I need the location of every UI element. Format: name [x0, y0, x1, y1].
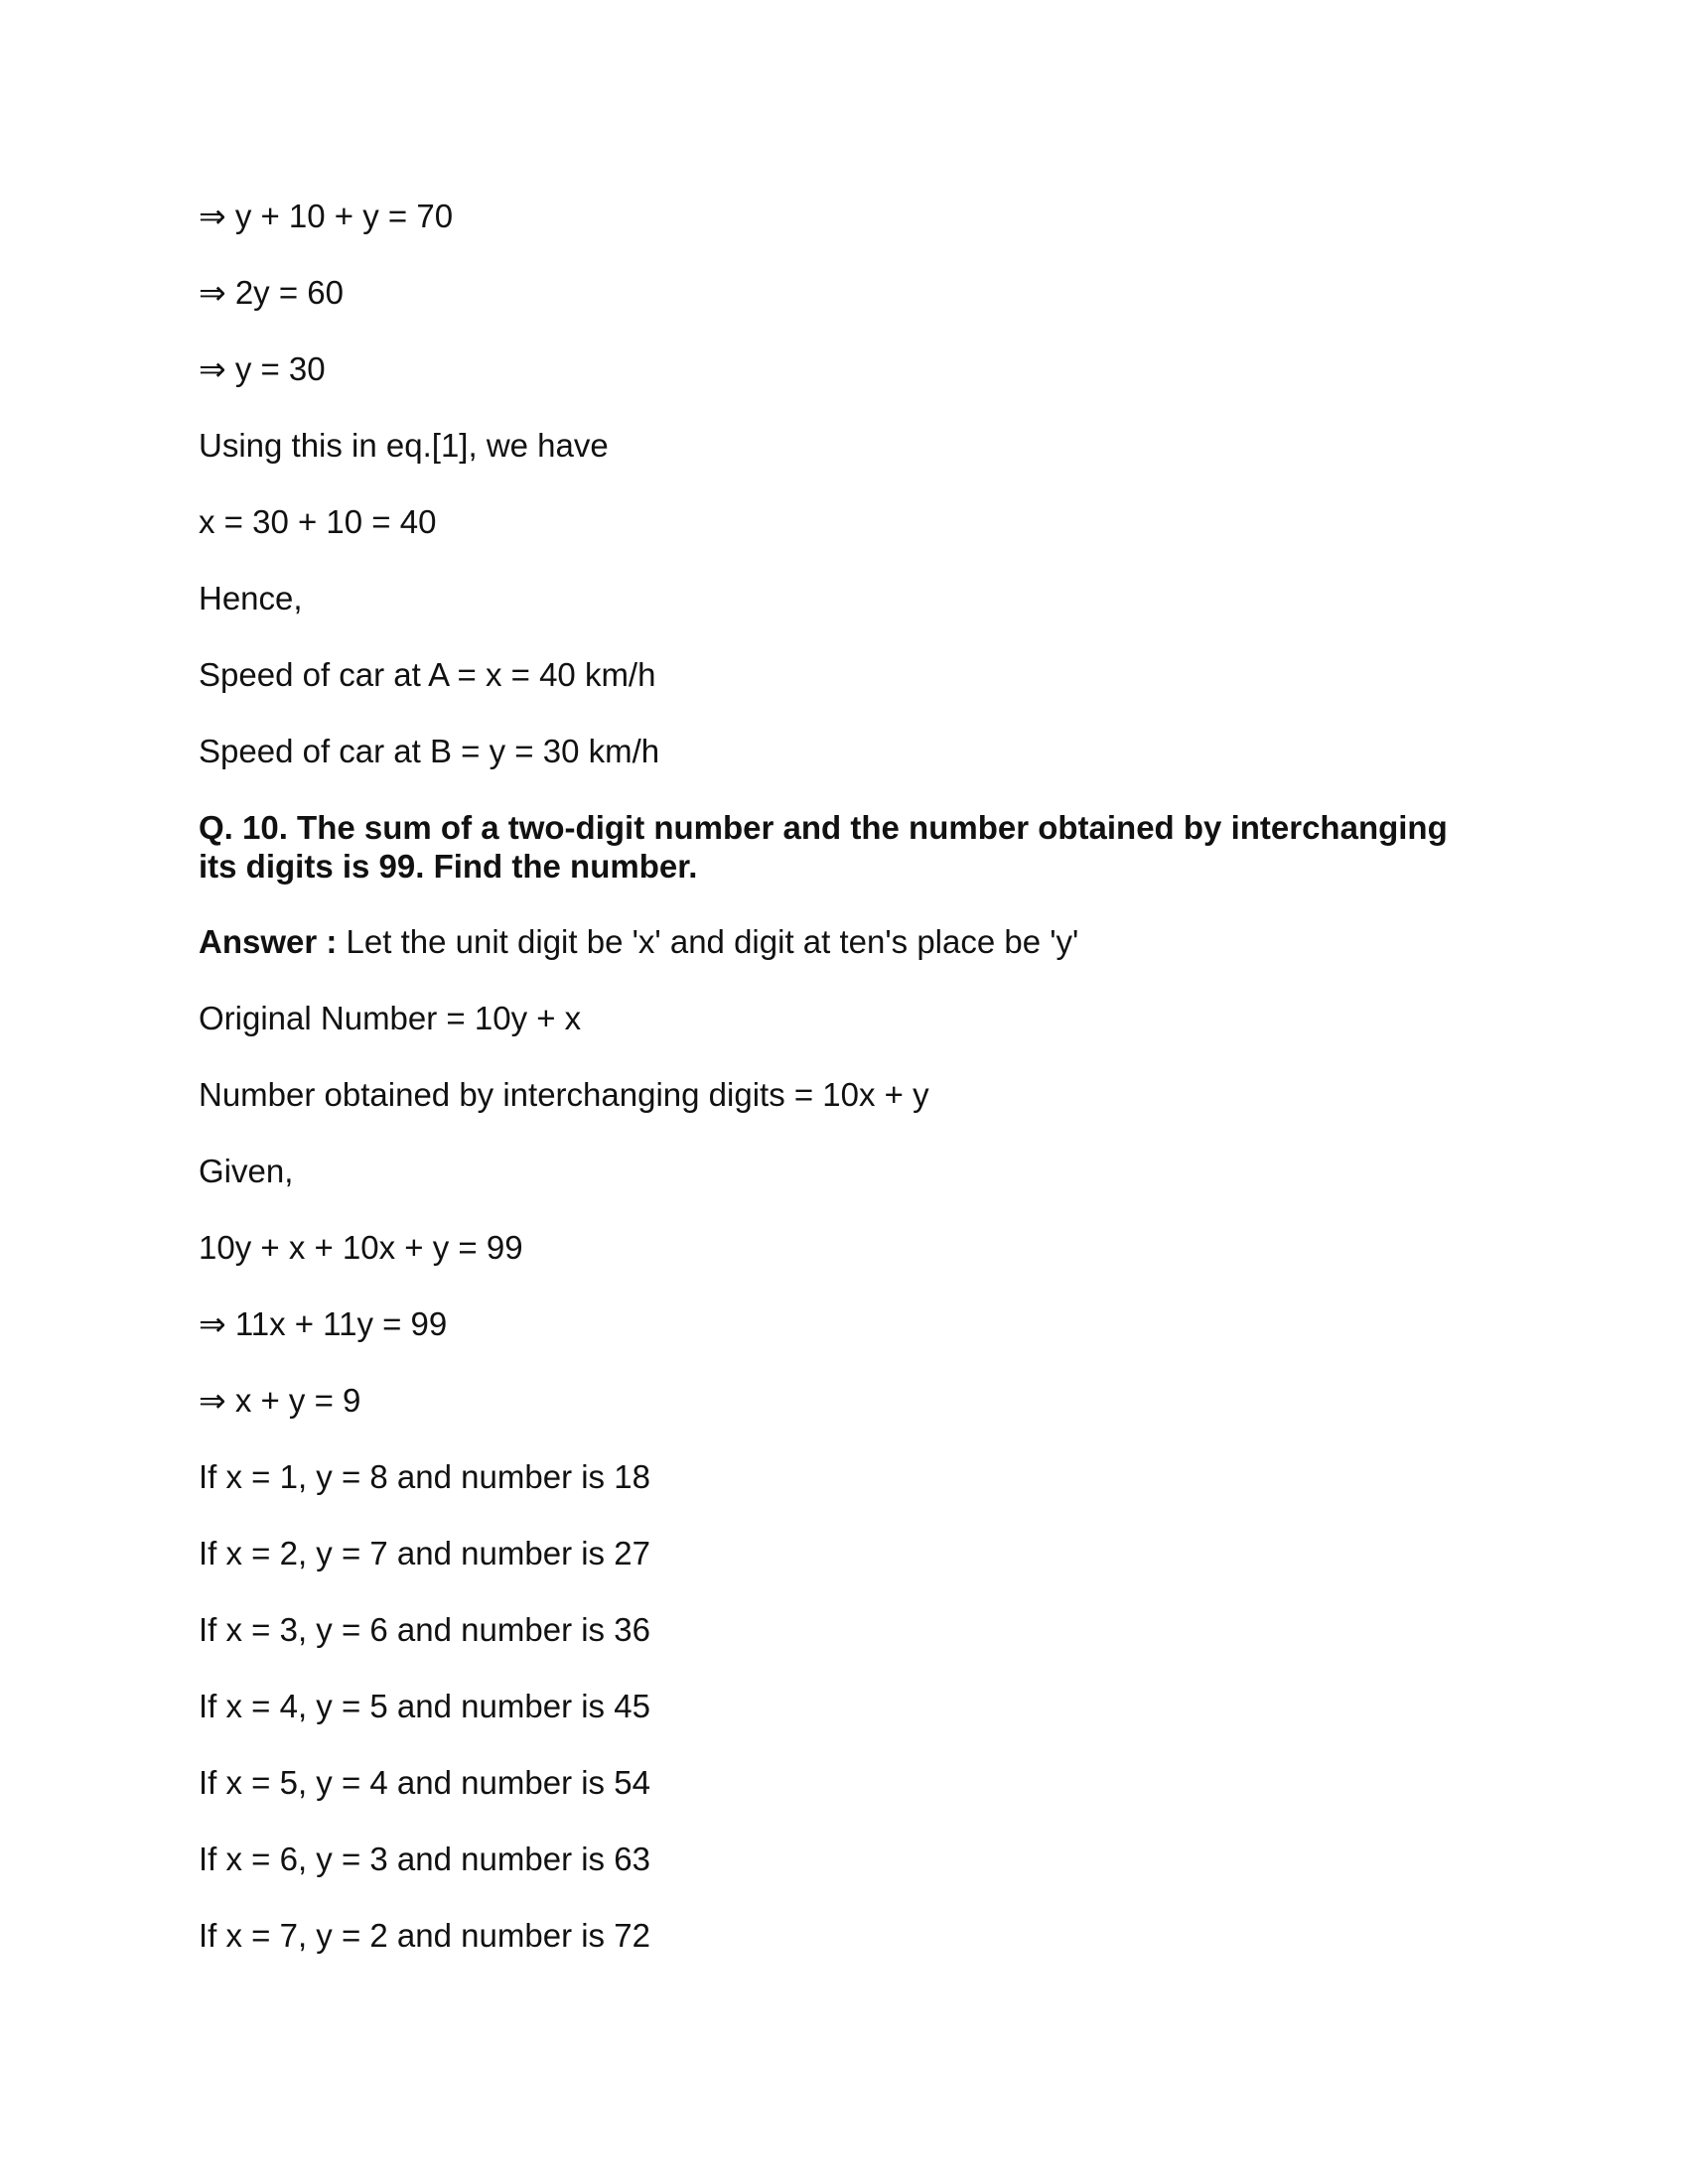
result-line: Speed of car at B = y = 30 km/h [199, 733, 660, 769]
case-line: If x = 1, y = 8 and number is 18 [199, 1458, 650, 1495]
equation-line: ⇒ y = 30 [199, 350, 326, 387]
text-line: Given, [199, 1153, 294, 1189]
equation-line: ⇒ 11x + 11y = 99 [199, 1305, 448, 1342]
case-line: If x = 7, y = 2 and number is 72 [199, 1917, 650, 1954]
text-line: Using this in eq.[1], we have [199, 427, 609, 464]
equation-line: ⇒ x + y = 9 [199, 1382, 361, 1419]
equation-line: ⇒ 2y = 60 [199, 274, 344, 311]
answer-line [199, 922, 1489, 962]
text-line: Hence, [199, 580, 303, 616]
question-heading: Q. 10. The sum of a two-digit number and the number obtained by interchanging its digits is 99. Find the number. [199, 809, 1448, 885]
case-line: If x = 3, y = 6 and number is 36 [199, 1611, 650, 1648]
case-line: If x = 4, y = 5 and number is 45 [199, 1688, 650, 1724]
answer-text: Let the unit digit be 'x' and digit at ten's place be 'y' [337, 923, 1079, 960]
case-line: If x = 5, y = 4 and number is 54 [199, 1764, 650, 1801]
equation-line: 10y + x + 10x + y = 99 [199, 1229, 523, 1266]
case-line: If x = 6, y = 3 and number is 63 [199, 1841, 650, 1877]
equation-line: Number obtained by interchanging digits = 10x + y [199, 1076, 929, 1113]
document-content [199, 197, 1489, 1992]
result-line: Speed of car at A = x = 40 km/h [199, 656, 656, 693]
case-line: If x = 2, y = 7 and number is 27 [199, 1535, 650, 1571]
equation-line: Original Number = 10y + x [199, 1000, 582, 1036]
equation-line: x = 30 + 10 = 40 [199, 503, 437, 540]
equation-line: ⇒ y + 10 + y = 70 [199, 198, 454, 234]
answer-label: Answer : [199, 923, 338, 960]
